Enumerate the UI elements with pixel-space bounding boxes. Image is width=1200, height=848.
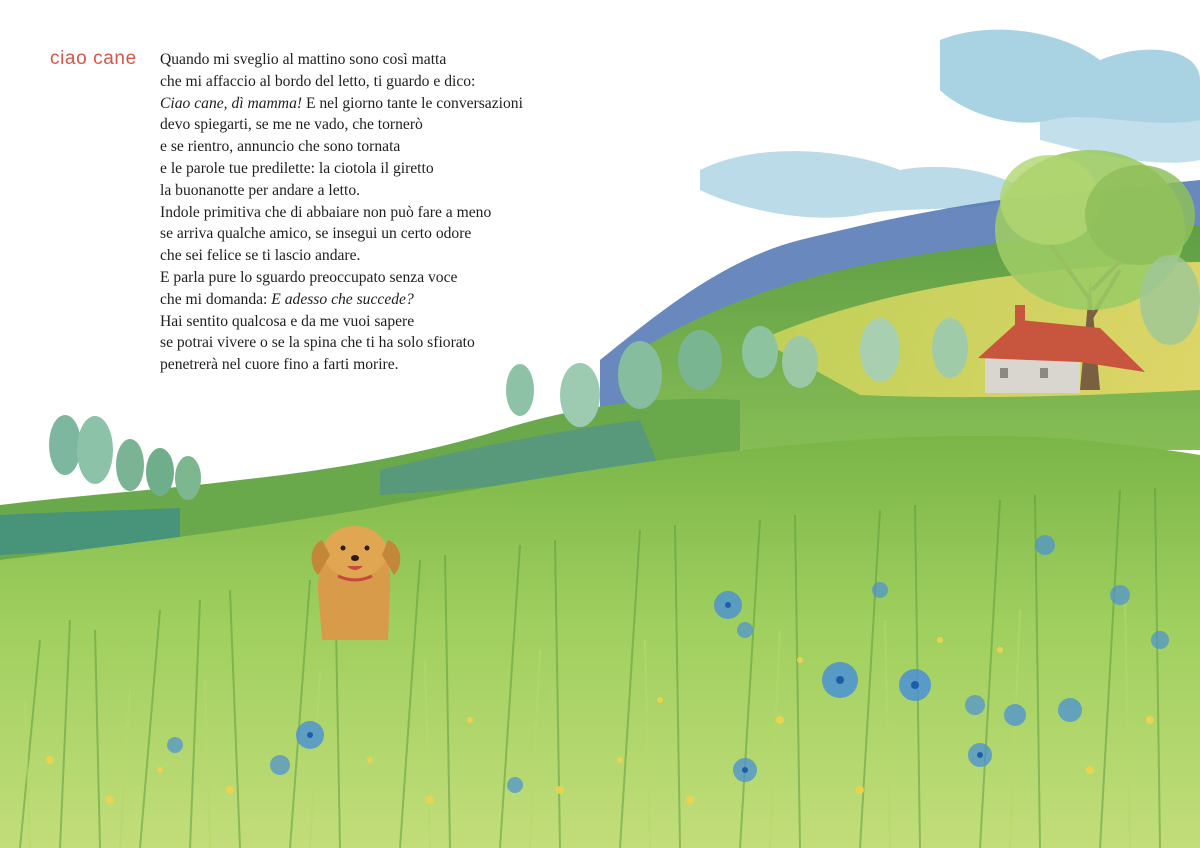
poem-line: Hai sentito qualcosa e da me vuoi sapere (160, 312, 415, 330)
poem-line: Indole primitiva che di abbaiare non può fare a meno (160, 203, 492, 221)
poem-line: la buonanotte per andare a letto. (160, 181, 361, 199)
poem-line: penetrerà nel cuore fino a farti morire. (160, 356, 399, 374)
poem-line: se potrai vivere o se la spina che ti ha solo sfiorato (160, 334, 475, 352)
poem-line: se arriva qualche amico, se insegui un certo odore (160, 225, 472, 243)
poem-line: che mi domanda: E adesso che succede? (160, 290, 414, 308)
poem-text (160, 49, 630, 376)
poem-line: E parla pure lo sguardo preoccupato senza voce (160, 268, 458, 286)
poem-line: Quando mi sveglio al mattino sono così matta (160, 51, 447, 68)
poem-line: devo spiegarti, se me ne vado, che tornerò (160, 116, 423, 134)
poem-line: che mi affaccio al bordo del letto, ti guardo e dico: (160, 72, 476, 90)
poem-line: e se rientro, annuncio che sono tornata (160, 138, 401, 156)
poem-title: ciao cane (50, 48, 137, 69)
poem-line: che sei felice se ti lascio andare. (160, 247, 361, 265)
poem-line: Ciao cane, dì mamma! E nel giorno tante le conversazioni (160, 94, 523, 112)
poem-line: e le parole tue predilette: la ciotola il giretto (160, 159, 434, 177)
